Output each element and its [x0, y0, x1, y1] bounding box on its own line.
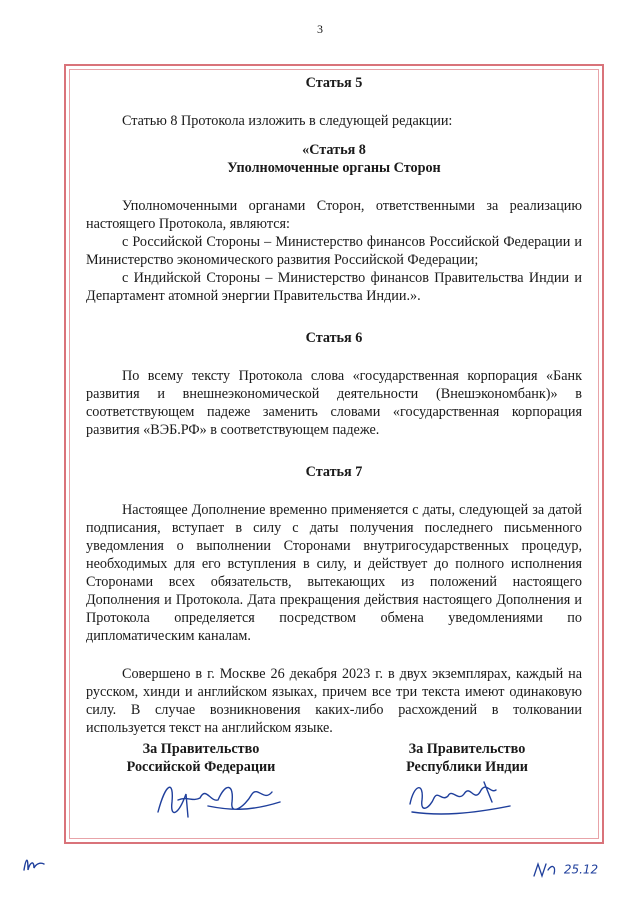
signature-india-handwritten — [400, 772, 520, 822]
article-7-heading: Статья 7 — [305, 464, 363, 480]
signature-label-india-line1: За Правительство — [408, 741, 526, 757]
corner-handwritten-note — [530, 860, 598, 880]
article-6-paragraph: По всему тексту Протокола слова «государственная корпорация «Банк развития и внешнеэкономической деятельности (Внешэкономбанк)» в соответствующем падеже заменить словами «государственная корпорация развития «ВЭБ.РФ» в соответствующем падеже. — [86, 368, 582, 438]
signature-label-russia-line2: Российской Федерации — [126, 759, 276, 775]
article-8-title: «Статья 8 — [302, 142, 366, 158]
signature-blocks — [86, 740, 582, 776]
article-7-closing-paragraph: Совершено в г. Москве 26 декабря 2023 г. в двух экземплярах, каждый на русском, хинди и английском языках, причем все три текста имеют одинаковую силу. В случае возникновения каких-либо расхождений в толковании используется текст на английском языке. — [86, 666, 582, 736]
article-8-subtitle: Уполномоченные органы Сторон — [227, 160, 441, 176]
corner-note-text: 25.12 — [563, 862, 599, 877]
signature-block-india — [352, 740, 582, 776]
article-5-heading: Статья 5 — [305, 75, 363, 91]
article-8-indian-side: с Индийской Стороны – Министерство финансов Правительства Индии и Департамент атомной энергии Правительства Индии.». — [86, 270, 582, 304]
article-8-paragraph: Уполномоченными органами Сторон, ответственными за реализацию настоящего Протокола, являются: — [86, 198, 582, 232]
article-8-russian-side: с Российской Стороны – Министерство финансов Российской Федерации и Министерство экономического развития Российской Федерации; — [86, 234, 582, 268]
article-6-heading: Статья 6 — [305, 330, 363, 346]
article-5-intro: Статью 8 Протокола изложить в следующей редакции: — [122, 113, 453, 129]
margin-initial-handwritten — [20, 852, 48, 876]
page-number: 3 — [317, 22, 323, 36]
signature-russia-handwritten — [148, 772, 288, 827]
document-body — [86, 74, 582, 737]
signature-block-russia — [86, 740, 316, 776]
article-7-paragraph: Настоящее Дополнение временно применяется с даты, следующей за датой подписания, вступает в силу с даты получения последнего письменного уведомления о выполнении Сторонами внутригосударственных процедур, необходимых для его вступления в силу, и действует до полного исполнения Сторонами всех обязательств, вытекающих из положений настоящего Дополнения и Протокола. Дата прекращения действия настоящего Дополнения и Протокола определяется посредством обмена уведомлениями по дипломатическим каналам. — [86, 502, 582, 644]
corner-initial-icon — [530, 860, 560, 880]
signature-label-russia-line1: За Правительство — [142, 741, 260, 757]
signature-label-india-line2: Республики Индии — [406, 759, 528, 775]
